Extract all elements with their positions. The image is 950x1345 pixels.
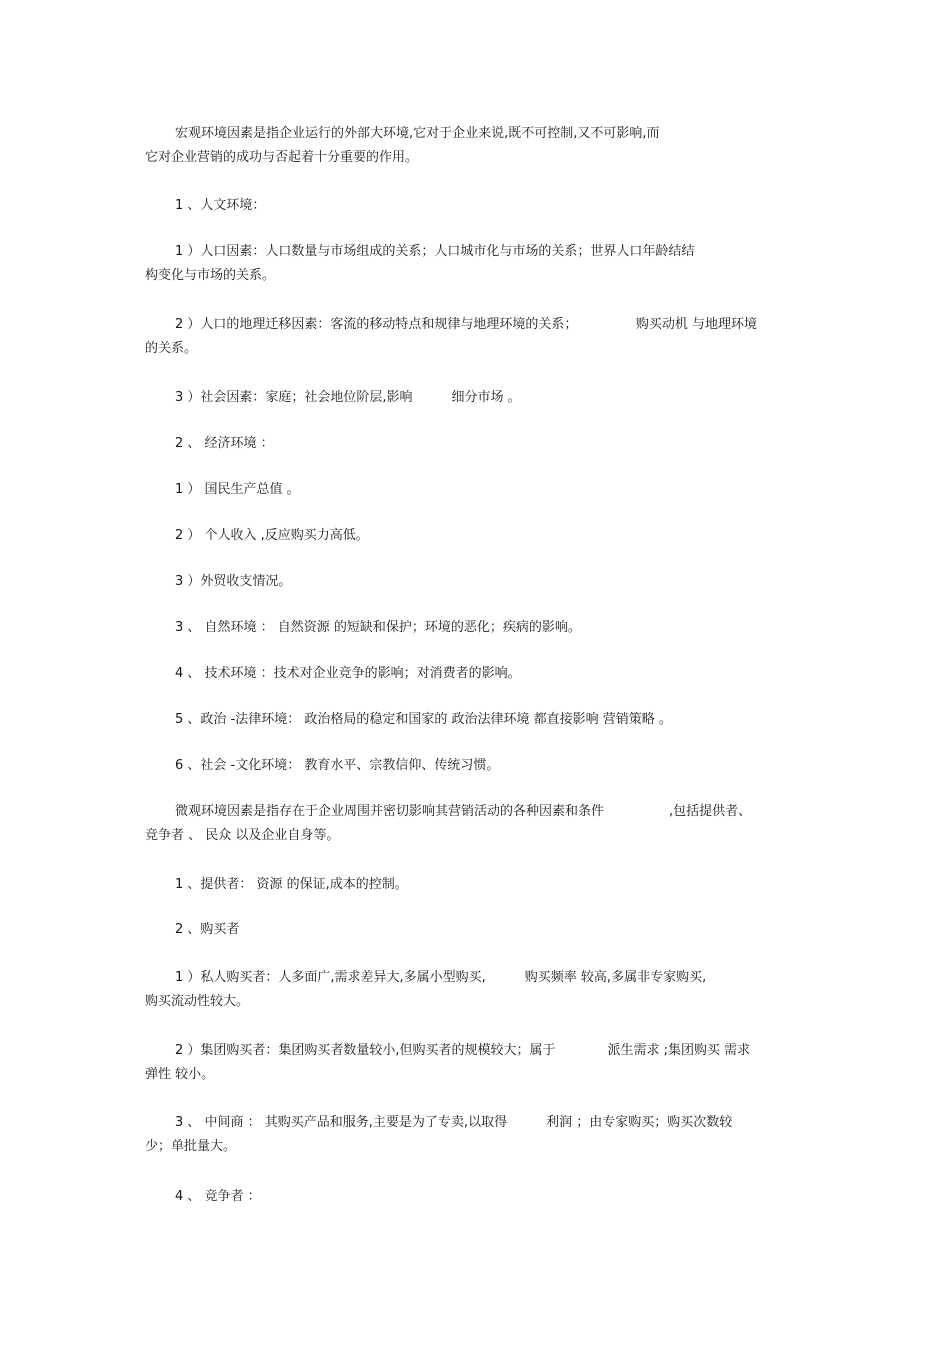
paragraph-population-factors bbox=[145, 240, 805, 288]
paragraph-intermediaries bbox=[145, 1111, 805, 1159]
item-personal-income bbox=[145, 524, 805, 548]
text-line: 3 ）社会因素：家庭；社会地位阶层,影响 细分市场 。 bbox=[175, 390, 521, 405]
text-line: 3 、 自然环境 ： 自然资源 的短缺和保护；环境的恶化；疾病的影响。 bbox=[175, 620, 581, 635]
paragraph-macro-intro bbox=[145, 122, 805, 170]
heading-natural-environment bbox=[145, 616, 805, 640]
heading-buyers bbox=[145, 918, 805, 942]
text-line: 购买流动性较大。 bbox=[145, 994, 250, 1009]
heading-competitors bbox=[145, 1185, 805, 1209]
text-line: 3 ）外贸收支情况。 bbox=[175, 574, 292, 589]
text-line: 1 ）私人购买者：人多面广,需求差异大,多属小型购买, 购买频率 较高,多属非专家购买, bbox=[175, 970, 707, 985]
text-line: 1 、提供者： 资源 的保证,成本的控制。 bbox=[175, 877, 408, 892]
text-line: 它对企业营销的成功与否起着十分重要的作用。 bbox=[145, 150, 419, 165]
text-line: 构变化与市场的关系。 bbox=[145, 268, 276, 283]
paragraph-migration-factors bbox=[145, 313, 805, 361]
heading-political-legal-environment bbox=[145, 708, 805, 732]
text-line: 1 ） 国民生产总值 。 bbox=[175, 482, 300, 497]
text-line: 5 、政治 -法律环境： 政治格局的稳定和国家的 政治法律环境 都直接影响 营销策略 。 bbox=[175, 712, 672, 727]
text-line: 少；单批量大。 bbox=[145, 1139, 237, 1154]
text-line: 1 、人文环境： bbox=[175, 198, 266, 213]
text-line: 竞争者 、 民众 以及企业自身等。 bbox=[145, 828, 340, 843]
text-line: 的关系。 bbox=[145, 341, 198, 356]
heading-suppliers bbox=[145, 873, 805, 897]
text-line: 弹性 较小。 bbox=[145, 1067, 215, 1082]
heading-technology-environment bbox=[145, 662, 805, 686]
text-line: 微观环境因素是指存在于企业周围并密切影响其营销活动的各种因素和条件 ,包括提供者、 bbox=[175, 804, 752, 819]
heading-economic-environment bbox=[145, 432, 805, 456]
text-line: 2 ）人口的地理迁移因素：客流的移动特点和规律与地理环境的关系； 购买动机 与地理环境 bbox=[175, 317, 758, 332]
item-gnp bbox=[145, 478, 805, 502]
text-line: 2 ）集团购买者：集团购买者数量较小,但购买者的规模较大；属于 派生需求 ;集团购买 需求 bbox=[175, 1043, 751, 1058]
paragraph-group-buyers bbox=[145, 1039, 805, 1087]
text-line: 宏观环境因素是指企业运行的外部大环境,它对于企业来说,既不可控制,又不可影响,而 bbox=[175, 126, 660, 141]
text-line: 1 ）人口因素：人口数量与市场组成的关系；人口城市化与市场的关系；世界人口年龄结结 bbox=[175, 244, 695, 259]
paragraph-social-factors bbox=[145, 386, 805, 410]
item-foreign-trade bbox=[145, 570, 805, 594]
text-line: 3 、 中间商 ： 其购买产品和服务,主要是为了专卖,以取得 利润 ；由专家购买；购买次数较 bbox=[175, 1115, 733, 1130]
heading-social-cultural-environment bbox=[145, 754, 805, 778]
text-line: 4 、 技术环境 ：技术对企业竞争的影响；对消费者的影响。 bbox=[175, 666, 521, 681]
text-line: 6 、社会 -文化环境： 教育水平、宗教信仰、传统习惯。 bbox=[175, 758, 500, 773]
heading-humanities-environment bbox=[145, 194, 805, 218]
paragraph-private-buyers bbox=[145, 966, 805, 1014]
text-line: 2 、 经济环境 ： bbox=[175, 436, 274, 451]
text-line: 2 ） 个人收入 ,反应购买力高低。 bbox=[175, 528, 369, 543]
text-line: 4 、 竞争者 ： bbox=[175, 1189, 261, 1204]
text-line: 2 、购买者 bbox=[175, 922, 240, 937]
paragraph-micro-intro bbox=[145, 800, 805, 848]
